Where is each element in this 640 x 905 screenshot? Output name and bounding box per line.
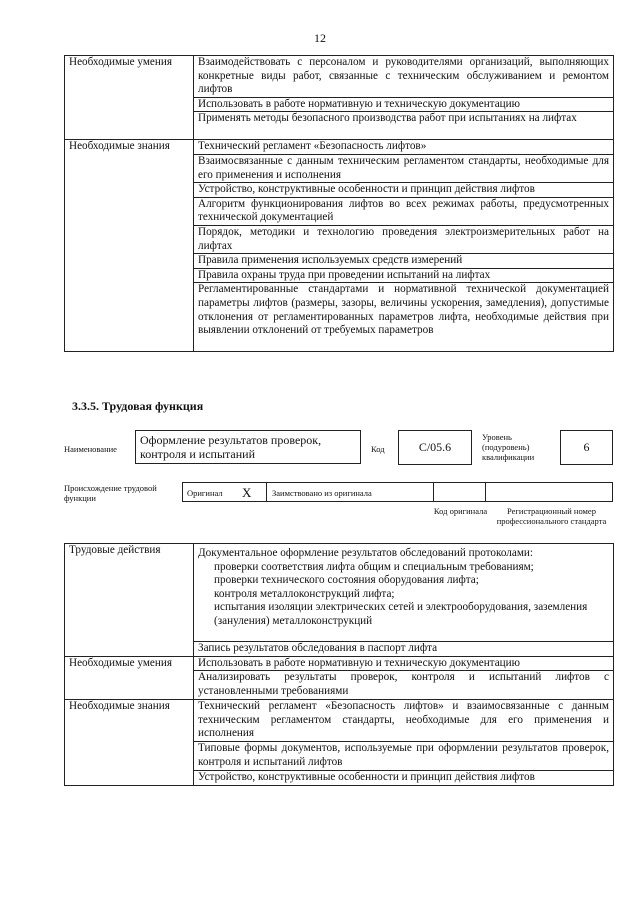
origin-original-cell <box>182 482 267 502</box>
table-cell: Устройство, конструктивные особенности и принцип действия лифтов <box>194 771 614 786</box>
table-row <box>65 56 614 98</box>
level-value: 6 <box>583 440 590 454</box>
table-cell: Взаимодействовать с персоналом и руководителями организаций, выполняющих конкретные виды работ, связанные с техническим обслуживанием и ремонтом лифтов <box>194 56 614 98</box>
origin-code-cell <box>433 482 486 502</box>
page-number: 12 <box>314 31 326 45</box>
labor-actions-table <box>64 543 614 786</box>
origin-borrowed-label: Заимствовано из оригинала <box>272 488 372 498</box>
code-box <box>398 430 472 465</box>
list-item: проверки соответствия лифта общим и специальным требованиям; <box>214 560 534 573</box>
origin-reg-cell <box>485 482 613 502</box>
table-cell: Правила применения используемых средств измерений <box>194 254 614 269</box>
actions-intro: Документальное оформление результатов обследований протоколами: <box>198 547 534 559</box>
origin-mark: X <box>242 485 252 500</box>
table-cell: Использовать в работе нормативную и техническую документацию <box>194 656 614 671</box>
table-row <box>65 656 614 671</box>
table-cell: Технический регламент «Безопасность лифтов» и взаимосвязанные с данным техническим регламентом стандарты, необходимые для его применения и исполнения <box>194 700 614 742</box>
list-item: проверки технического состояния оборудования лифта; <box>214 574 479 587</box>
section-title: 3.3.5. Трудовая функция <box>72 399 204 413</box>
function-name: Оформление результатов проверок, контроля и испытаний <box>140 433 322 461</box>
table-row <box>65 544 614 642</box>
reg-number-caption: Регистрационный номер профессионального стандарта <box>496 506 607 526</box>
code-label: Код <box>371 444 385 454</box>
table-cell: Применять методы безопасного производства работ при испытаниях на лифтах <box>194 112 614 140</box>
level-box <box>560 430 613 465</box>
name-label: Наименование <box>64 444 117 454</box>
origin-borrowed-cell <box>266 482 434 502</box>
origin-original-label: Оригинал <box>187 488 223 498</box>
skills-knowledge-table <box>64 55 614 352</box>
level-label: Уровень (подуровень) квалификации <box>482 432 535 462</box>
table-cell: Правила охраны труда при проведении испытаний на лифтах <box>194 268 614 283</box>
table-row <box>65 140 614 155</box>
table-cell: Запись результатов обследования в паспорт лифта <box>194 642 614 657</box>
row-label-knowledge: Необходимые знания <box>65 140 194 352</box>
code-value: С/05.6 <box>418 440 452 454</box>
function-name-box <box>135 430 361 464</box>
table-cell: Устройство, конструктивные особенности и принцип действия лифтов <box>194 183 614 198</box>
row-label-skills: Необходимые умения <box>65 656 194 700</box>
list-item: контроля металлоконструкций лифта; <box>214 587 395 600</box>
origin-label: Происхождение трудовой функции <box>64 483 157 503</box>
table-cell: Анализировать результаты проверок, контроля и испытаний лифтов с установленными требованиями <box>194 671 614 700</box>
list-item: испытания изоляции электрических сетей и электрооборудования, заземления (зануления) металлоконструкций <box>214 601 588 627</box>
table-cell: Технический регламент «Безопасность лифтов» <box>194 140 614 155</box>
row-label-knowledge: Необходимые знания <box>65 700 194 786</box>
table-cell: Взаимосвязанные с данным техническим регламентом стандарты, необходимые для его применения и исполнения <box>194 154 614 182</box>
code-original-caption: Код оригинала <box>433 506 488 516</box>
table-cell: Порядок, методики и технологию проведения электроизмерительных работ на лифтах <box>194 225 614 253</box>
table-cell: Использовать в работе нормативную и техническую документацию <box>194 97 614 112</box>
table-cell: Типовые формы документов, используемые при оформлении результатов проверок, контроля и испытаний лифтов <box>194 742 614 771</box>
table-cell: Алгоритм функционирования лифтов во всех режимах работы, предусмотренных технической документацией <box>194 197 614 225</box>
row-label-skills: Необходимые умения <box>65 56 194 140</box>
table-row <box>65 700 614 742</box>
row-label-actions: Трудовые действия <box>65 544 194 657</box>
table-cell: Регламентированные стандартами и нормативной технической документацией параметры лифтов (размеры, зазоры, величины ускорения, замедления), допустимые отклонения от регламентированных параметров лифта, необходимые действия при выявлении отклонений от требуемых параметров <box>194 283 614 352</box>
table-cell <box>194 544 614 642</box>
